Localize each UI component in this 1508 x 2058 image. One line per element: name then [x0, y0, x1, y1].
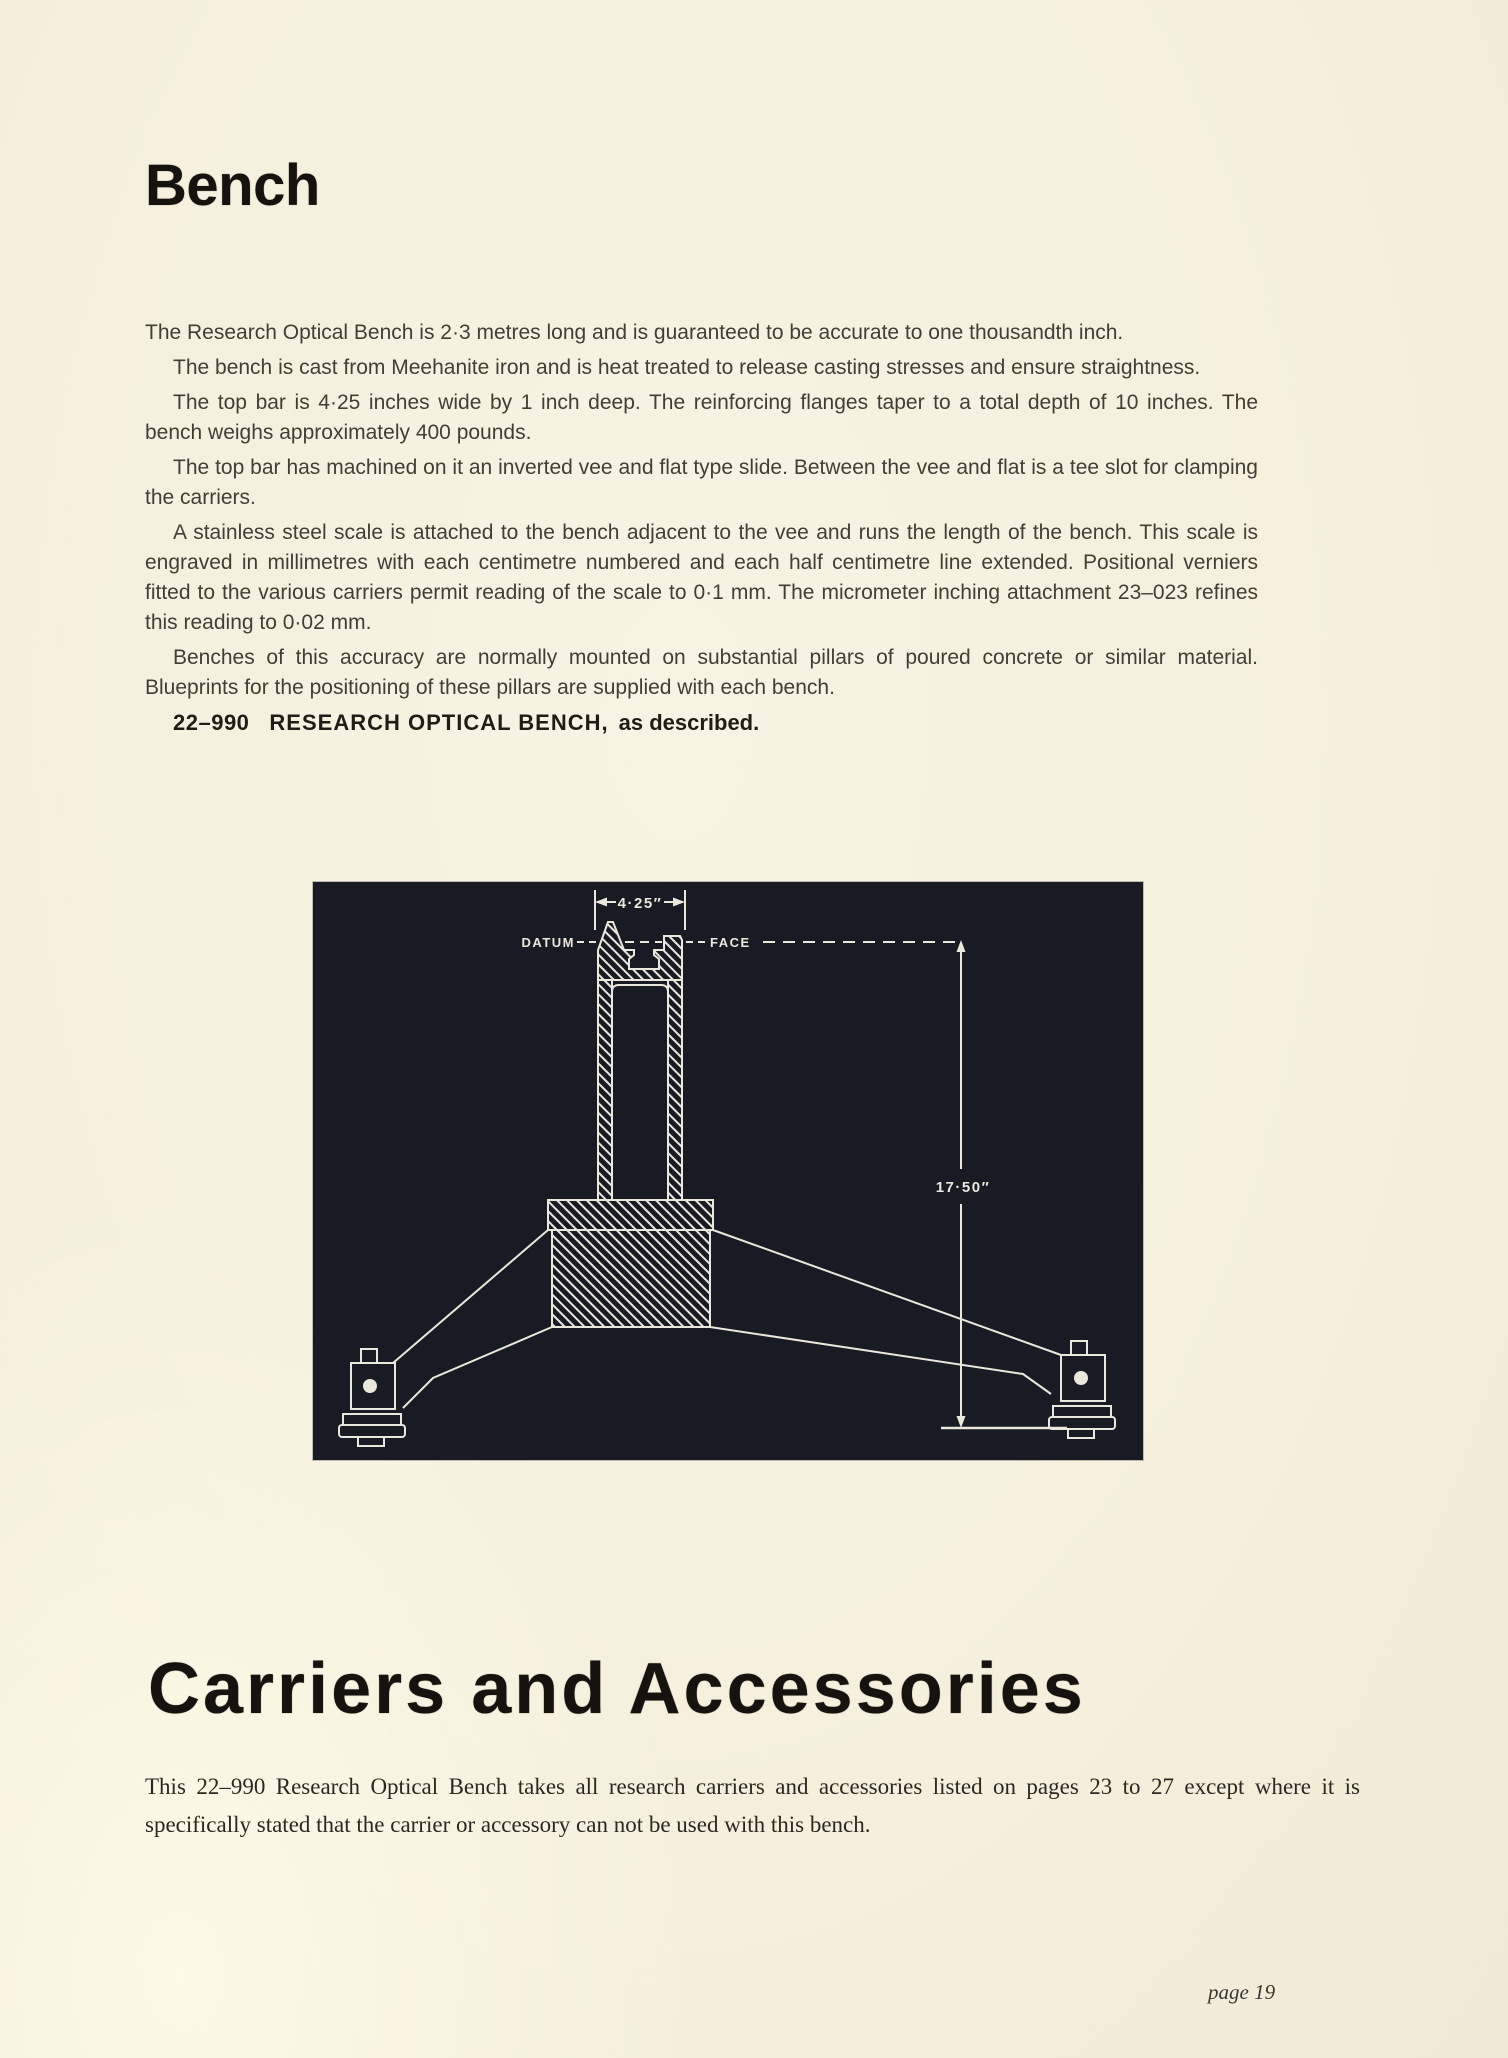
product-name: RESEARCH OPTICAL BENCH,	[269, 710, 609, 735]
section-title-carriers: Carriers and Accessories	[148, 1649, 1086, 1729]
product-code: 22–990	[173, 710, 250, 735]
bench-diagram-drawing	[313, 882, 1143, 1460]
base-flange	[548, 1200, 713, 1230]
page-number: page 19	[1208, 1980, 1276, 2004]
dimension-height-label: 17·50″	[935, 1179, 991, 1196]
leg-left-upper	[393, 1230, 548, 1363]
levelling-foot-left	[339, 1349, 405, 1446]
base-block	[552, 1230, 710, 1327]
paragraph-scale: A stainless steel scale is attached to the bench adjacent to the vee and runs the length of the bench. This scale is engraved in millimetres with each centimetre numbered and each half centimetre line extended. Positional verniers fitted to the various carriers permit reading of the scale to 0·1 mm. The micrometer inching attachment 23–023 refines this reading to 0·02 mm.	[145, 521, 1258, 634]
column-wall-right	[668, 980, 682, 1200]
paragraph-pillars: Benches of this accuracy are normally mounted on substantial pillars of poured concrete or similar material. Blueprints for the positioning of these pillars are supplied with each bench.	[145, 646, 1258, 699]
page-title: Bench	[145, 153, 320, 218]
bench-cross-section-diagram	[313, 882, 1143, 1460]
paragraph-slide: The top bar has machined on it an inverted vee and flat type slide. Between the vee and flat is a tee slot for clamping the carriers.	[145, 456, 1258, 509]
product-suffix: as described.	[618, 710, 760, 735]
paragraph-casting: The bench is cast from Meehanite iron and is heat treated to release casting stresses and ensure straightness.	[173, 356, 1201, 379]
leg-right-lower	[710, 1327, 1051, 1394]
levelling-foot-right	[1049, 1341, 1115, 1438]
leg-left-lower	[403, 1327, 552, 1408]
column-hollow	[612, 985, 668, 1200]
bench-description	[145, 318, 1258, 743]
carriers-paragraph: This 22–990 Research Optical Bench takes all research carriers and accessories listed on pages 23 to 27 except where it is specifically stated that the carrier or accessory can not be used with this bench.	[145, 1774, 1360, 1837]
face-label: FACE	[710, 935, 751, 950]
column-wall-left	[598, 980, 612, 1200]
paragraph-top-bar: The top bar is 4·25 inches wide by 1 inch deep. The reinforcing flanges taper to a total depth of 10 inches. The bench weighs approximately 400 pounds.	[145, 391, 1258, 444]
paragraph-intro: The Research Optical Bench is 2·3 metres long and is guaranteed to be accurate to one thousandth inch.	[145, 321, 1124, 344]
product-line	[145, 708, 1258, 738]
datum-label: DATUM	[521, 935, 575, 950]
dimension-width-label: 4·25″	[617, 895, 663, 912]
top-bar-profile	[598, 922, 682, 980]
